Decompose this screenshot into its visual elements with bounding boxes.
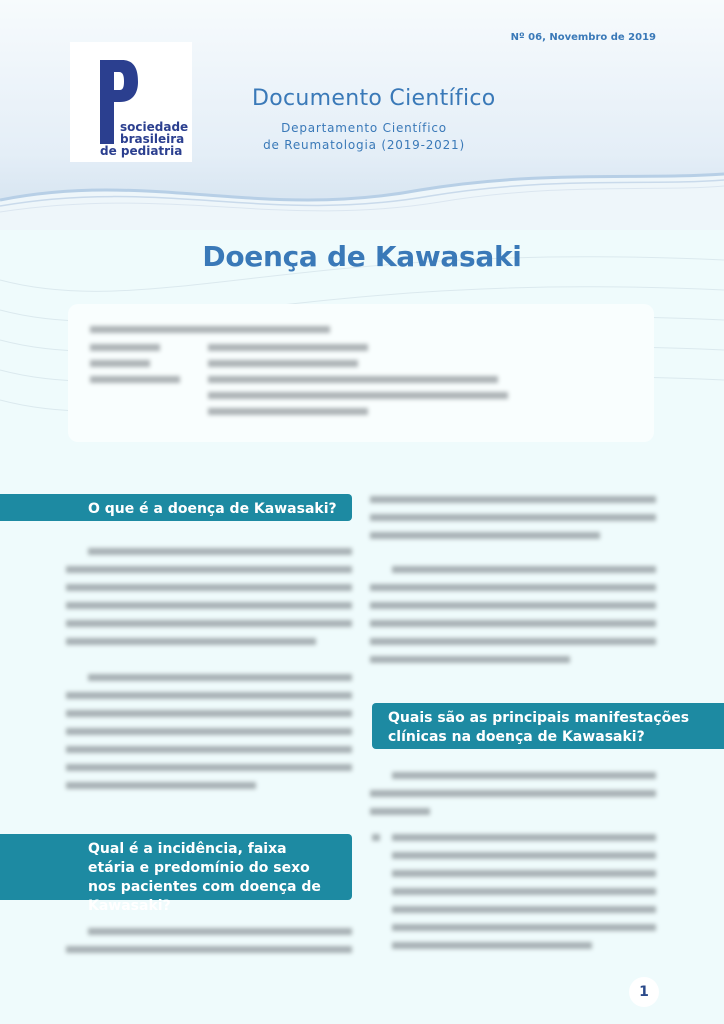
blurred-text xyxy=(370,532,600,539)
department xyxy=(258,120,470,154)
blurred-text xyxy=(370,808,430,815)
blurred-text xyxy=(90,344,160,351)
blurred-text xyxy=(370,620,656,627)
blurred-text xyxy=(392,566,656,573)
blurred-text xyxy=(88,674,352,681)
blurred-text xyxy=(370,790,656,797)
section-heading-manifestations: Quais são as principais manifestações clínicas na doença de Kawasaki? xyxy=(372,703,724,749)
blurred-text xyxy=(66,692,352,699)
blurred-text xyxy=(208,344,368,351)
blurred-text xyxy=(392,924,656,931)
blurred-text xyxy=(66,638,316,645)
logo-text-line2: brasileira xyxy=(120,132,185,146)
logo-text-line3: de pediatria xyxy=(100,144,183,158)
blurred-text xyxy=(88,928,352,935)
blurred-text xyxy=(370,602,656,609)
section-heading-incidence: Qual é a incidência, faixa etária e predomínio do sexo nos pacientes com doença de Kawasaki? xyxy=(0,834,352,900)
blurred-text xyxy=(208,376,498,383)
blurred-text xyxy=(66,584,352,591)
logo-text-line1: sociedade xyxy=(120,120,189,134)
blurred-text xyxy=(66,764,352,771)
blurred-text xyxy=(208,392,508,399)
document-type: Documento Científico xyxy=(252,86,496,111)
blurred-text xyxy=(392,852,656,859)
blurred-text xyxy=(66,746,352,753)
blurred-text xyxy=(370,638,656,645)
blurred-text xyxy=(392,772,656,779)
department-line1: Departamento Científico xyxy=(281,121,447,135)
blurred-text xyxy=(90,376,180,383)
department-line2: de Reumatologia (2019-2021) xyxy=(263,138,465,152)
header-wave xyxy=(0,160,724,230)
blurred-text xyxy=(392,870,656,877)
blurred-text xyxy=(66,728,352,735)
blurred-text xyxy=(370,656,570,663)
section-heading-what-is: O que é a doença de Kawasaki? xyxy=(0,494,352,521)
blurred-text xyxy=(392,834,656,841)
page-title: Doença de Kawasaki xyxy=(202,240,522,273)
blurred-text xyxy=(90,360,150,367)
blurred-text xyxy=(66,602,352,609)
blurred-text xyxy=(392,942,592,949)
blurred-text xyxy=(392,888,656,895)
blurred-text xyxy=(392,906,656,913)
sbp-logo xyxy=(70,42,192,162)
authors-card xyxy=(68,304,654,442)
page-number: 1 xyxy=(629,977,659,1007)
issue-label: Nº 06, Novembro de 2019 xyxy=(510,32,656,43)
blurred-text xyxy=(66,710,352,717)
blurred-text xyxy=(66,566,352,573)
blurred-text xyxy=(88,548,352,555)
blurred-text xyxy=(370,514,656,521)
blurred-text xyxy=(66,782,256,789)
blurred-bullet xyxy=(372,834,380,841)
blurred-text xyxy=(66,620,352,627)
blurred-text xyxy=(208,360,358,367)
blurred-text xyxy=(370,496,656,503)
blurred-text xyxy=(90,326,330,333)
blurred-text xyxy=(208,408,368,415)
blurred-text xyxy=(66,946,352,953)
blurred-text xyxy=(370,584,656,591)
